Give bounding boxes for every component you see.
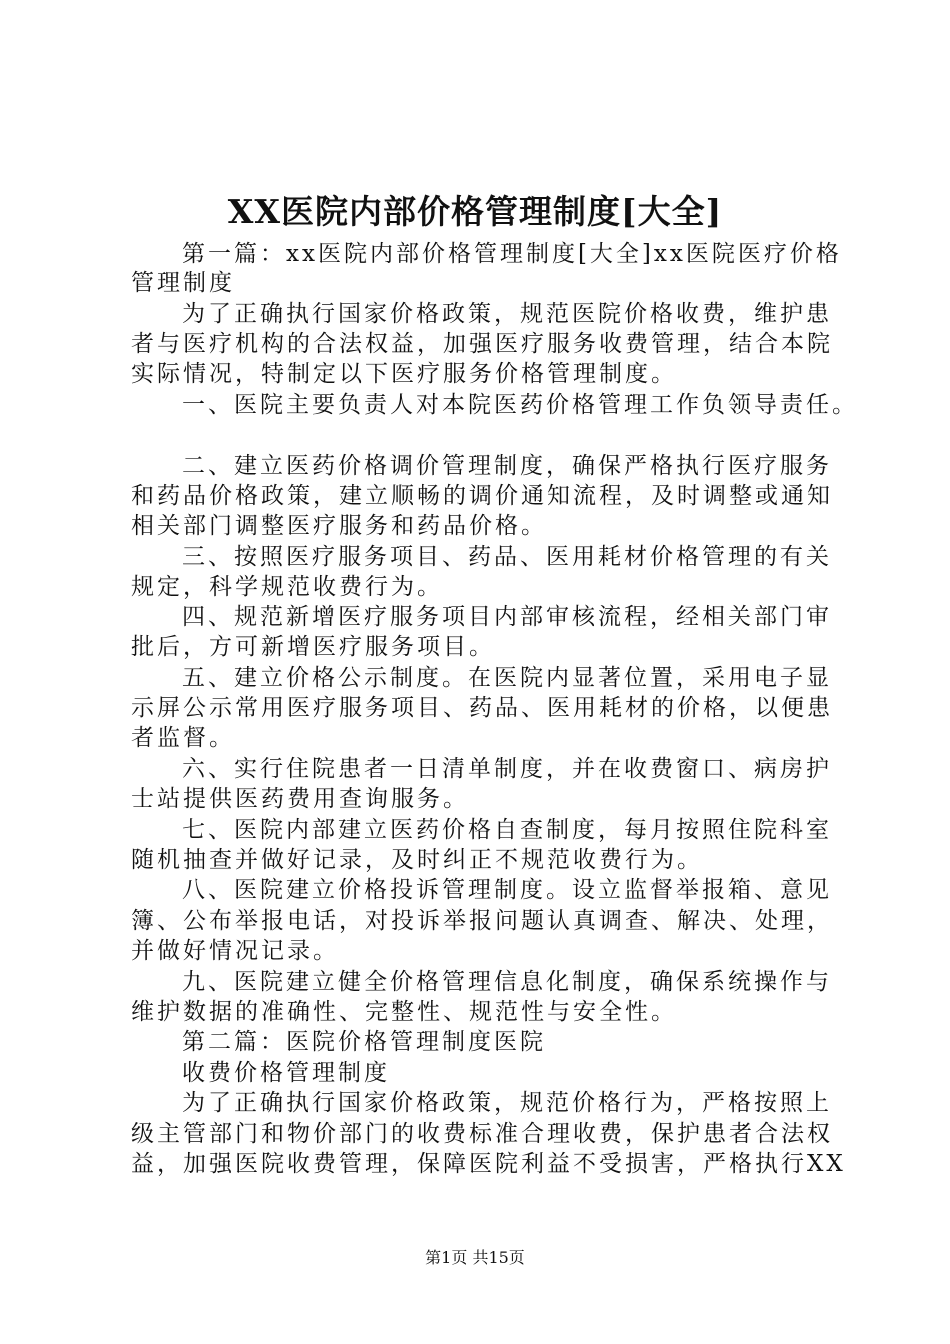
text-line: 示屏公示常用医疗服务项目、药品、医用耗材的价格，以便患 [131,695,833,721]
text-line: 二、建立医药价格调价管理制度，确保严格执行医疗服务 [182,453,832,479]
text-line: 八、医院建立价格投诉管理制度。设立监督举报箱、意见 [182,877,832,903]
text-line: 实际情况，特制定以下医疗服务价格管理制度。 [131,361,677,387]
text-line: 批后，方可新增医疗服务项目。 [131,634,495,660]
text-line: 随机抽查并做好记录，及时纠正不规范收费行为。 [131,847,703,873]
text-line: 相关部门调整医疗服务和药品价格。 [131,513,547,539]
text-line: 者监督。 [131,725,235,751]
text-line: 并做好情况记录。 [131,938,339,964]
text-line: 维护数据的准确性、完整性、规范性与安全性。 [131,999,677,1025]
text-line: 者与医疗机构的合法权益，加强医疗服务收费管理，结合本院 [131,331,833,357]
text-line: 和药品价格政策，建立顺畅的调价通知流程，及时调整或通知 [131,483,833,509]
text-line: 管理制度 [131,270,235,296]
text-line: 级主管部门和物价部门的收费标准合理收费，保护患者合法权 [131,1121,833,1147]
text-line: 士站提供医药费用查询服务。 [131,786,469,812]
text-line: 九、医院建立健全价格管理信息化制度，确保系统操作与 [182,969,832,995]
text-line: 四、规范新增医疗服务项目内部审核流程，经相关部门审 [182,604,832,630]
text-line: 簿、公布举报电话，对投诉举报问题认真调查、解决、处理， [131,908,833,934]
page-title: XX医院内部价格管理制度[大全] [227,192,723,231]
text-line: 七、医院内部建立医药价格自查制度，每月按照住院科室 [182,817,832,843]
text-line: 规定，科学规范收费行为。 [131,574,443,600]
text-line: 第二篇：医院价格管理制度医院 [182,1029,546,1055]
page-footer: 第1页 共15页 [425,1248,525,1267]
text-line: 益，加强医院收费管理，保障医院利益不受损害，严格执行XX [131,1151,846,1177]
text-line: 第一篇：xx医院内部价格管理制度[大全]xx医院医疗价格 [182,241,842,267]
text-line: 收费价格管理制度 [182,1060,390,1086]
text-line: 为了正确执行国家价格政策，规范价格行为，严格按照上 [182,1090,832,1116]
text-line: 为了正确执行国家价格政策，规范医院价格收费，维护患 [182,301,832,327]
text-line: 一、医院主要负责人对本院医药价格管理工作负领导责任。 [182,392,858,418]
text-line: 五、建立价格公示制度。在医院内显著位置，采用电子显 [182,665,832,691]
text-line: 三、按照医疗服务项目、药品、医用耗材价格管理的有关 [182,544,832,570]
text-line: 六、实行住院患者一日清单制度，并在收费窗口、病房护 [182,756,832,782]
